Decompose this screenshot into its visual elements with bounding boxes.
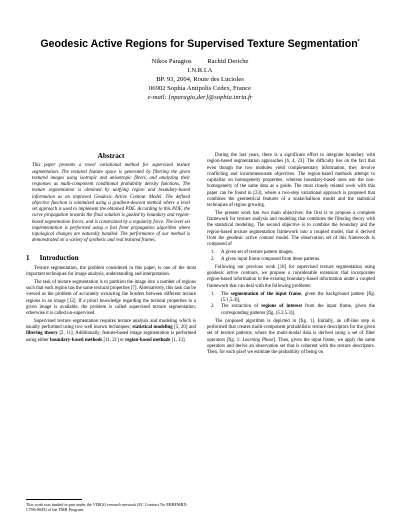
footnote — [26, 499, 196, 512]
list-item: 2. The extraction of regions of interest from the input frame, given the corresponding patterns [fig. (5.2,5.3)]. — [211, 304, 376, 316]
right-paragraph-1: During the last years, there is a significant effort to integrate boundary with region-based segmentation approaches [6, 4, 23]. The difficulty lies on the fact that even though the two modules yield complementary information, they involve conflicting and incommensurate objectives. The region-based methods attempt to capitalize on homogeneity properties, whereas boundary-based ones use the non-homogeneity of the same data as a guide. The most closely related work with this paper can be found in [23], where a two-step variational approach is proposed that combines the geometrical features of a snake/balloon model and the statistical techniques of region growing. — [207, 153, 375, 208]
section-number: 1 — [26, 253, 30, 262]
author-deriche: Rachid Deriche — [207, 58, 249, 65]
right-paragraph-3: Following our previous work [18] for supervised texture segmentation using geodesic active contours, we propose a considerable extension that incorporates region-based information to the existing boundary-based information under a coupled framework that can deal with the following problems: — [207, 264, 375, 289]
problems-list — [207, 292, 375, 317]
right-paragraph-2: The present work has two main objectives: the first is to propose a complete framework for texture analysis and modeling that combines the filtering theory with the statistical modeling. The second objective is to combine the boundary and the region-based texture segmentation framework into a coupled model, that is derived from the geodesic active contour model. The observation set of this framework is composed of — [207, 210, 375, 247]
section-heading-introduction — [26, 255, 196, 261]
intro-paragraph-3: Supervised texture segmentation requires texture analysis and modeling which is usually performed using two well known techniques; statistical modeling [5, 20] and filtering theory [2, 11]. Additionally, feature-based image segmentation is performed using either boundary-based methods [11, 21] or region-based methods [1, 13]. — [26, 318, 196, 343]
institution: I.N.R.I.A — [187, 66, 213, 74]
address-line-2: 06902 Sophia Antipolis Cedex, France — [148, 84, 251, 92]
email: e-mail: {nparagio,der}@sophia.inria.fr — [147, 93, 253, 101]
author-paragios: Nikos Paragios — [151, 58, 192, 65]
right-paragraph-4: The proposed algorithm is depicted in [fig. 1]. Initially, an off-line step is performed that creates multi-component probabilistic texture descriptors for the given set of texture patterns, where the multi-modal data is derived using a set of filter operators [fig. 1: Learning Phase]. Then, given the input frame, we apply the same operators and derive an observation set that is coherent with the texture descriptors. Then, for each pixel we estimate the probability of being on — [207, 318, 375, 355]
author-names — [0, 58, 400, 67]
list-item: 1. A given set of texture pattern images, — [211, 250, 294, 256]
intro-paragraph-1: Texture segmentation, the problem considered in this paper, is one of the most important techniques for image analysis, understanding and interpretation. — [26, 265, 196, 277]
address-line-1: BP. 93, 2004, Route des Lucioles — [156, 75, 244, 83]
paper-title: Geodesic Active Regions for Supervised Texture Segmentation* — [40, 38, 360, 50]
left-column — [26, 153, 196, 344]
author-block — [0, 58, 400, 103]
list-item: 1. The segmentation of the input frame, given the background pattern [fig. (5.1,5.4)], — [211, 291, 375, 303]
abstract-heading: Abstract — [97, 152, 125, 160]
intro-paragraph-2: The task of texture segmentation is to partition the image into a number of regions such that each region has the same textural properties [7]. Alternatively, this task can be viewed as the problem of accurately extracting the borders between different texture regions in an image [12]. If a priori knowledge regarding the textural properties in a given image is available, the problem is called supervised texture segmentation; otherwise it is called un-supervised. — [26, 279, 196, 316]
observation-list — [207, 250, 375, 263]
footnote-text: This work was funded in part under the VIRGO research network (EC Contract No ERBFMRX-CT96-0049) of the TMR Program. — [26, 501, 188, 512]
right-column — [207, 153, 375, 356]
footnote-rule — [26, 499, 82, 500]
list-item: 2. A given input frame composed from these patterns. — [211, 256, 321, 262]
abstract-text: This paper presents a novel variational method for supervised texture segmentation. The textured feature space is generated by filtering the given textured images using isotropic and anisotropic filters, and analyzing their responses as multi-component conditional probability density functions. The texture segmentation is obtained by unifying region and boundary-based information as an improved Geodesic Active Contour Model. The defined objective function is minimized using a gradient-descent method where a level set approach is used to implement the obtained PDE. According to this PDE, the curve propagation towards the final solution is guided by boundary and region-based segmentation forces, and is constrained by a regularity force. The level set implementation is performed using a fast front propagation algorithm where topological changes are naturally handled. The performance of our method is demonstrated on a variety of synthetic and real textured frames. — [32, 163, 190, 244]
title-footnote-mark: * — [357, 39, 360, 45]
section-title: Introduction — [39, 253, 79, 262]
